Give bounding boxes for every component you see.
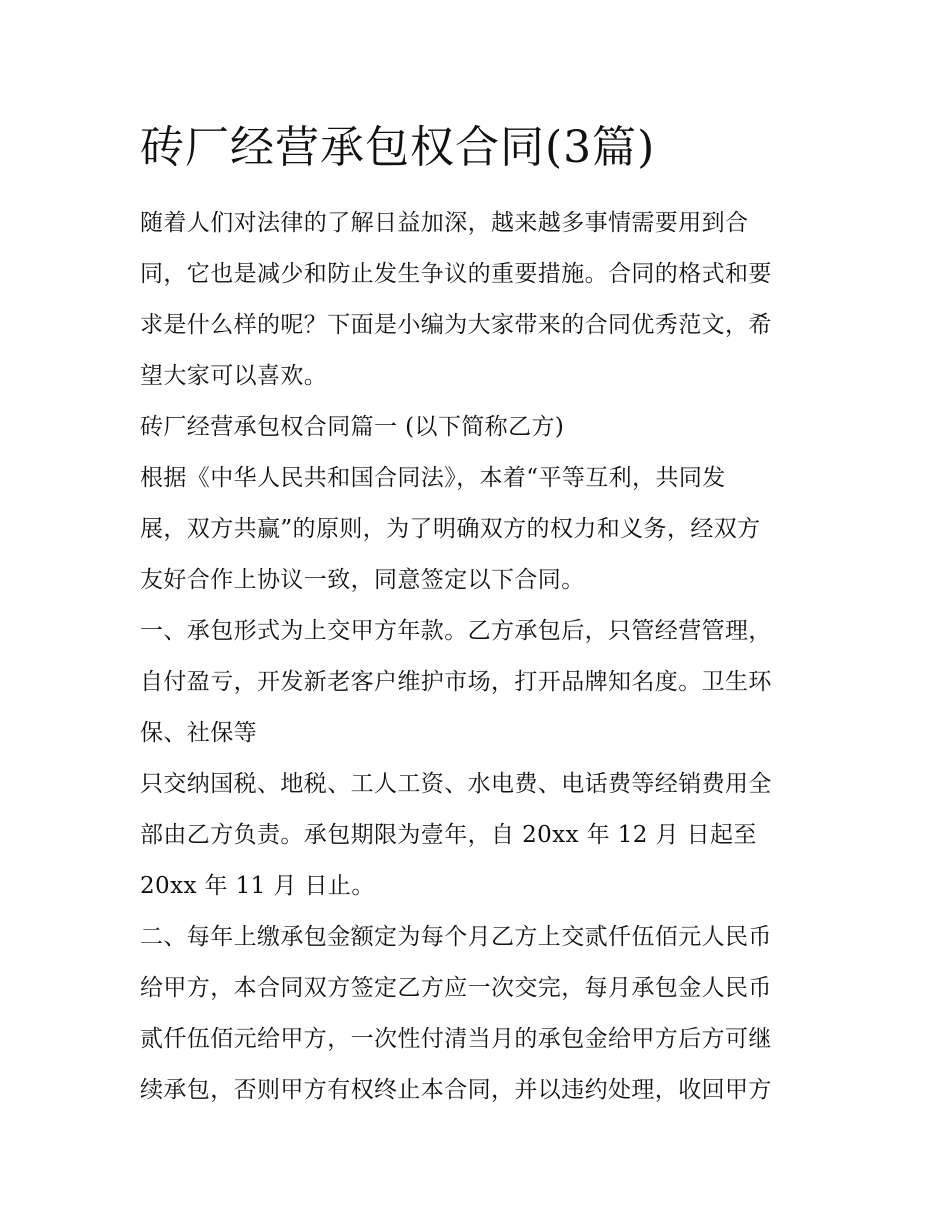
text-line: 自付盈亏，开发新老客户维护市场，打开品牌知名度。卫生环 <box>140 669 772 695</box>
text-line: 展，双方共赢”的原则，为了明确双方的权力和义务，经双方 <box>140 516 761 542</box>
text-line: 随着人们对法律的了解日益加深，越来越多事情需要用到合 <box>140 210 749 236</box>
document-body <box>140 198 820 1116</box>
text-line: 20xx 年 11 月 日止。 <box>140 873 375 899</box>
text-line: 续承包，否则甲方有权终止本合同，并以违约处理，收回甲方 <box>140 1077 772 1103</box>
text-line: 只交纳国税、地税、工人工资、水电费、电话费等经销费用全 <box>140 771 772 797</box>
text-line: 同，它也是减少和防止发生争议的重要措施。合同的格式和要 <box>140 261 772 287</box>
text-line: 根据《中华人民共和国合同法》，本着“平等互利，共同发 <box>140 465 726 491</box>
text-line: 给甲方，本合同双方签定乙方应一次交完，每月承包金人民币 <box>140 975 772 1001</box>
text-line: 一、承包形式为上交甲方年款。乙方承包后，只管经营管理， <box>140 618 772 644</box>
text-line: 贰仟伍佰元给甲方，一次性付清当月的承包金给甲方后方可继 <box>140 1026 772 1052</box>
text-line: 保、社保等 <box>140 720 257 746</box>
text-line: 部由乙方负责。承包期限为壹年，自 20xx 年 12 月 日起至 <box>140 822 757 848</box>
section-heading: 砖厂经营承包权合同篇一 (以下简称乙方) <box>140 414 565 440</box>
text-line: 望大家可以喜欢。 <box>140 363 328 389</box>
document-title: 砖厂经营承包权合同(3篇) <box>140 122 656 173</box>
text-line: 友好合作上协议一致，同意签定以下合同。 <box>140 567 585 593</box>
text-line: 二、每年上缴承包金额定为每个月乙方上交贰仟伍佰元人民币 <box>140 924 772 950</box>
text-line: 求是什么样的呢？下面是小编为大家带来的合同优秀范文，希 <box>140 312 772 338</box>
